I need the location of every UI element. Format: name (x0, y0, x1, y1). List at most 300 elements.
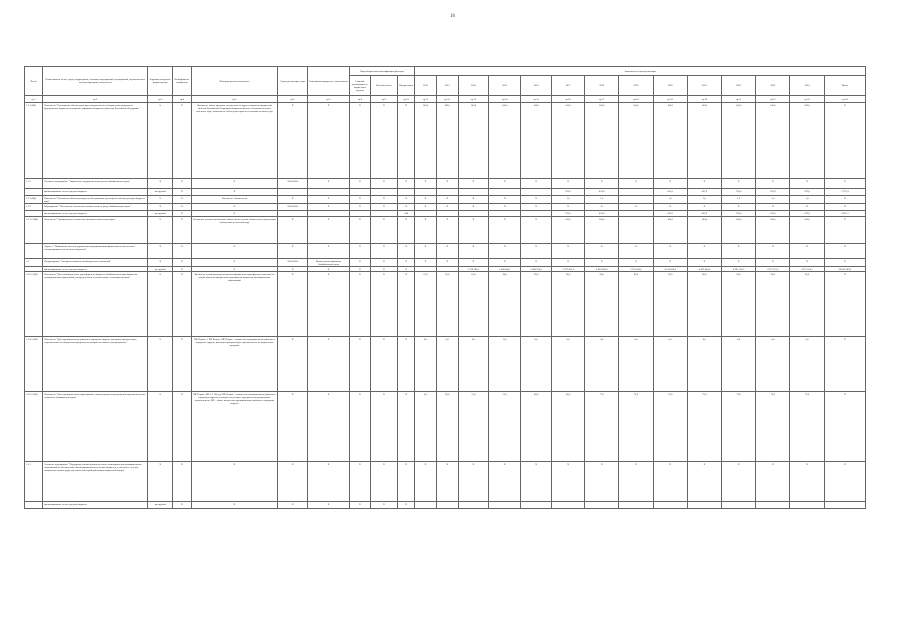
table-cell: X (398, 502, 415, 509)
header-bc-cs: Целевая статья (370, 76, 397, 96)
table-cell: X (370, 244, 397, 259)
table-cell: 4 907,3 (824, 211, 865, 217)
col-number: гр.17 (585, 96, 619, 103)
table-cell: X (370, 392, 397, 462)
table-cell: 90,0 (552, 272, 585, 337)
program-table (24, 66, 866, 509)
table-cell: X (687, 179, 721, 189)
table-cell (619, 502, 653, 509)
table-cell: X (722, 204, 756, 211)
table-cell (489, 189, 521, 196)
table-cell: 73,0 (458, 392, 489, 462)
table-cell: 0,0 (489, 337, 521, 392)
table-cell: X (458, 217, 489, 244)
col-number: гр.22 (756, 96, 790, 103)
table-cell: X (521, 462, 552, 502)
table-cell: 822,9 (687, 211, 721, 217)
table-cell: 90,0 (653, 272, 687, 337)
table-cell: 1,0 (653, 196, 687, 204)
header-year: 2013 (436, 76, 458, 96)
table-cell: 79,0 (687, 392, 721, 462)
table-cell: 79,0 (619, 392, 653, 462)
row-name-cell: Показатель "Доля муниципальных образований с низким уровнем кредиторской задолженности по социально значимым расходам" (43, 392, 148, 462)
table-cell: X (278, 267, 308, 272)
table-cell: 2 797,4 (824, 189, 865, 196)
table-cell: X (824, 244, 865, 259)
table-cell: X (824, 259, 865, 267)
header-executor: Главный распорядитель / исполнитель (307, 67, 349, 96)
table-cell: 90,0 (756, 272, 790, 337)
table-cell: X (398, 204, 415, 211)
table-cell: X (398, 462, 415, 502)
row-number-cell: 1.3.0.1 (Ц5) (25, 272, 43, 337)
table-cell (415, 502, 437, 509)
table-cell: X (824, 204, 865, 211)
table-cell: 100,0 (436, 103, 458, 179)
table-cell: 0,0 (458, 337, 489, 392)
header-year: 2022 (722, 76, 756, 96)
table-cell: X (619, 244, 653, 259)
table-cell: X (307, 196, 349, 204)
header-year: 2021 (687, 76, 721, 96)
table-cell: 80,0 (552, 392, 585, 462)
table-cell (307, 189, 349, 196)
row-number-cell (25, 244, 43, 259)
table-cell: 90,0 (489, 272, 521, 337)
row-name-cell: финансирование за счет средств бюджета (43, 211, 148, 217)
table-cell: X (278, 462, 308, 502)
table-cell: X (653, 259, 687, 267)
table-cell: X (415, 462, 437, 502)
row-name-cell: финансирование за счет средств бюджета (43, 189, 148, 196)
table-cell: X (458, 244, 489, 259)
table-cell: МР Первое: 1 МР Второе; МР Первое – количество муниципальных районов и городских округов, имеющих просроченную задолженность по бюджетным кредитам (191, 337, 278, 392)
table-cell: X (521, 217, 552, 244)
table-row (25, 392, 866, 462)
table-cell: X (824, 272, 865, 337)
table-cell: X (458, 259, 489, 267)
table-cell: 100,0 (585, 103, 619, 179)
table-cell: % (148, 272, 173, 337)
table-cell: X (398, 337, 415, 392)
table-cell: X (824, 337, 865, 392)
table-cell: X (824, 217, 865, 244)
table-cell: X (173, 392, 191, 462)
table-cell: X (148, 244, 173, 259)
table-cell: 0,0 (790, 337, 824, 392)
table-cell: X (307, 179, 349, 189)
table-cell: X (191, 204, 278, 211)
table-cell: X (307, 462, 349, 502)
table-cell: 1,0 (790, 196, 824, 204)
table-cell: X (722, 244, 756, 259)
table-cell: X (458, 204, 489, 211)
header-num: № п/п (25, 67, 43, 96)
row-name-cell: Показатель "Доля муниципальных районов и городских округов, имеющих просроченную задолженность по бюджетным кредитам, по которым на начало года просрочено" (43, 337, 148, 392)
table-cell: X (458, 196, 489, 204)
table-cell: X (585, 179, 619, 189)
table-row (25, 502, 866, 509)
table-cell: Числитель: сумма распределенных межбюджетных трансфертов; знаменатель: общий объем межбюджетных трансфертов бюджетам муниципальных образований (191, 272, 278, 337)
table-cell: X (173, 337, 191, 392)
table-cell: X (191, 179, 278, 189)
table-cell: X (278, 196, 308, 204)
table-cell: 1,0 (585, 196, 619, 204)
row-name-cell: Мероприятие "Обеспечение исполнения обязательств по долгу Забайкальского края" (43, 204, 148, 211)
table-cell: 2 379 433,4 (552, 267, 585, 272)
table-cell: 60,0 (436, 392, 458, 462)
table-cell: X (350, 179, 371, 189)
table-cell: 2 468 070,0 (521, 267, 552, 272)
table-cell: X (653, 179, 687, 189)
row-name-cell: финансирование за счет средств бюджета (43, 267, 148, 272)
table-cell: 4 771 011,5 (756, 267, 790, 272)
row-number-cell: 1.3 (25, 259, 43, 267)
table-cell: X (585, 204, 619, 211)
table-cell: X (790, 204, 824, 211)
row-number-cell: 1.3.0.3 (Ц5) (25, 392, 43, 462)
row-name-cell: Основное мероприятие "Поддержка усилий органов местного самоуправления муниципальных образований по обеспечению сбалансированности местных бюджетов, в том числе с учетом повышения оплаты труда отдельных категорий работников бюджетной сферы" (43, 462, 148, 502)
table-cell: X (398, 196, 415, 204)
table-row (25, 103, 866, 179)
table-cell: X (415, 204, 437, 211)
table-cell: 0,0 (619, 337, 653, 392)
table-cell: X (173, 267, 191, 272)
row-number-cell: 1.2.3 (25, 204, 43, 211)
col-number: гр.7 (307, 96, 349, 103)
table-cell: 90,0 (790, 272, 824, 337)
table-cell: X (307, 392, 349, 462)
table-cell: X (521, 259, 552, 267)
table-cell: X (173, 204, 191, 211)
row-number-cell: 1.2.2 (Ц4) (25, 196, 43, 204)
col-number: гр.12 (436, 96, 458, 103)
table-cell: X (173, 272, 191, 337)
table-cell: X (790, 259, 824, 267)
table-cell: X (521, 196, 552, 204)
table-cell: X (278, 392, 308, 462)
table-cell: 100,0 (687, 217, 721, 244)
table-cell: X (552, 462, 585, 502)
table-cell: 822,9 (687, 189, 721, 196)
table-cell: 2014-2024 (278, 179, 308, 189)
header-values-title: Значения по годам реализации (415, 67, 866, 76)
table-row (25, 337, 866, 392)
table-cell: X (370, 502, 397, 509)
table-cell: X (278, 103, 308, 179)
table-cell: 679,8 (756, 211, 790, 217)
table-cell: 679,8 (756, 189, 790, 196)
table-cell: X (619, 259, 653, 267)
col-number: гр.8 (350, 96, 371, 103)
table-cell: X (436, 244, 458, 259)
table-cell: X (436, 204, 458, 211)
table-cell: 679,8 (790, 189, 824, 196)
col-number: гр.1 (25, 96, 43, 103)
header-year: 2024 (790, 76, 824, 96)
table-cell: Министерство финансов Забайкальского края (307, 259, 349, 267)
table-cell: 79,0 (653, 392, 687, 462)
row-number-cell: 1.3.1 (25, 462, 43, 502)
row-number-cell: 1.2.2 (25, 179, 43, 189)
table-cell: X (619, 204, 653, 211)
col-number: гр.5 (191, 96, 278, 103)
table-cell: 0,0 (521, 337, 552, 392)
col-number: гр.10 (398, 96, 415, 103)
table-cell: 0,0 (585, 337, 619, 392)
table-cell: 90,0 (687, 272, 721, 337)
table-cell: 100,0 (790, 103, 824, 179)
table-cell: X (824, 196, 865, 204)
table-cell: X (521, 204, 552, 211)
table-cell (756, 502, 790, 509)
table-cell: 4 991 160,3 (722, 267, 756, 272)
header-year: 2017 (552, 76, 585, 96)
table-cell: 100,0 (552, 103, 585, 179)
table-cell: X (756, 259, 790, 267)
table-body (25, 96, 866, 509)
table-cell (653, 502, 687, 509)
table-cell: 100,0 (653, 103, 687, 179)
table-cell (436, 189, 458, 196)
table-cell (370, 189, 397, 196)
table-cell (415, 189, 437, 196)
header-final: Итого (824, 76, 865, 96)
table-cell: X (489, 217, 521, 244)
table-cell: X (687, 259, 721, 267)
table-cell: X (824, 462, 865, 502)
table-cell: X (278, 217, 308, 244)
table-cell: X (370, 259, 397, 267)
table-cell: X (756, 204, 790, 211)
table-cell: X (585, 259, 619, 267)
header-bc-vr: Вид расходов (398, 76, 415, 96)
table-cell: 3 716 854,6 (619, 267, 653, 272)
table-cell: X (350, 392, 371, 462)
table-cell: % (148, 196, 173, 204)
table-cell (552, 502, 585, 509)
table-cell: X (307, 267, 349, 272)
table-row (25, 189, 866, 196)
table-cell: 79,0 (722, 392, 756, 462)
table-cell: 80,0 (521, 392, 552, 462)
table-cell: X (173, 462, 191, 502)
table-cell: тыс.рублей (148, 211, 173, 217)
table-cell: X (370, 272, 397, 337)
table-cell: X (489, 259, 521, 267)
table-cell: X (148, 259, 173, 267)
table-cell: 0,0 (722, 337, 756, 392)
table-cell: X (824, 179, 865, 189)
table-cell (619, 217, 653, 244)
col-number: гр.23 (790, 96, 824, 103)
row-name-cell: Основное мероприятие "Управление государственным долгом Забайкальского края" (43, 179, 148, 189)
col-number: гр.18 (619, 96, 653, 103)
table-cell (687, 502, 721, 509)
table-cell: X (370, 267, 397, 272)
table-cell: X (756, 462, 790, 502)
col-number: гр.6 (278, 96, 308, 103)
row-name-cell: Подпрограмма "Совершенствование межбюджетных отношений" (43, 259, 148, 267)
table-cell (458, 502, 489, 509)
table-cell: X (436, 217, 458, 244)
table-cell (619, 189, 653, 196)
table-cell: X (278, 272, 308, 337)
table-cell: X (191, 502, 278, 509)
table-cell: X (687, 204, 721, 211)
table-cell: X (756, 244, 790, 259)
table-cell: X (415, 179, 437, 189)
table-cell: X (398, 392, 415, 462)
table-cell: X (350, 204, 371, 211)
table-cell: 75,0 (489, 392, 521, 462)
table-cell: X (436, 259, 458, 267)
table-cell: 1,0 (687, 196, 721, 204)
table-cell: X (350, 244, 371, 259)
table-cell: 97,0 (415, 272, 437, 337)
table-cell (278, 189, 308, 196)
col-number: гр.24 (824, 96, 865, 103)
table-cell: 79,0 (756, 392, 790, 462)
table-cell: X (278, 244, 308, 259)
table-cell (489, 502, 521, 509)
header-year: 2020 (653, 76, 687, 96)
table-cell: X (307, 244, 349, 259)
col-number: гр.2 (43, 96, 148, 103)
col-number: гр.21 (722, 96, 756, 103)
table-cell: X (370, 337, 397, 392)
table-cell: 100,0 (653, 217, 687, 244)
table-cell: 4 497 400,0 (687, 267, 721, 272)
table-cell: X (398, 217, 415, 244)
row-name-cell: Показатель "Уменьшение объема долга края, выраженного по бюджетным кредитам из федерального бюджета на покрытие дефицитов бюджетов субъектов Российской Федерации" (43, 103, 148, 179)
table-cell: X (790, 462, 824, 502)
table-cell: X (191, 462, 278, 502)
table-cell (790, 502, 824, 509)
table-cell: Числитель / Знаменатель (191, 196, 278, 204)
header-method: Методика расчёта показателя (191, 67, 278, 96)
table-cell: X (370, 196, 397, 204)
table-cell: X (415, 259, 437, 267)
table-cell: X (148, 179, 173, 189)
col-number: гр.13 (458, 96, 489, 103)
header-coef: Коэф-фициент значимости (173, 67, 191, 96)
table-cell: X (436, 179, 458, 189)
table-cell: 100,0 (585, 217, 619, 244)
table-cell: X (191, 189, 278, 196)
table-cell: X (722, 179, 756, 189)
table-header (25, 67, 866, 96)
table-cell: X (415, 244, 437, 259)
table-cell: X (350, 259, 371, 267)
table-cell: X (370, 217, 397, 244)
table-cell: X (489, 179, 521, 189)
table-cell: X (458, 462, 489, 502)
table-cell: X (552, 259, 585, 267)
table-cell: X (415, 217, 437, 244)
table-row (25, 179, 866, 189)
table-cell: X (687, 462, 721, 502)
table-cell: X (521, 179, 552, 189)
table-cell: X (489, 462, 521, 502)
col-number: гр.14 (489, 96, 521, 103)
table-cell: 2 048 404,7 (489, 267, 521, 272)
col-number: гр.16 (552, 96, 585, 103)
table-cell: X (552, 244, 585, 259)
header-period: Сроки реализации, годы (278, 67, 308, 96)
header-bc-grbs: Главный распорядитель бюджетных средств (350, 76, 371, 96)
table-cell: X (350, 272, 371, 337)
table-cell: МР Первое: МР 1/1 100; где МР Первое – количество муниципальных районов и городских округов, в которых отсутствует просроченная кредиторская задолженность, МР – общее количество муниципальных районов и городских округов (191, 392, 278, 462)
table-cell: 874,9 (585, 211, 619, 217)
table-cell: % (148, 392, 173, 462)
table-cell: 100,0 (687, 103, 721, 179)
table-cell: 4 154 098,4 (653, 267, 687, 272)
table-cell: 90,0 (619, 272, 653, 337)
col-number: гр.9 (370, 96, 397, 103)
table-cell: 100,0 (458, 103, 489, 179)
table-cell: X (148, 204, 173, 211)
table-cell: X (489, 244, 521, 259)
table-cell: 79,0 (790, 392, 824, 462)
col-number: гр.11 (415, 96, 437, 103)
table-cell: % (148, 337, 173, 392)
table-cell: X (653, 462, 687, 502)
table-cell: X (173, 259, 191, 267)
table-cell: X (173, 217, 191, 244)
table-cell: 100,0 (489, 103, 521, 179)
table-cell: 0,0 (436, 337, 458, 392)
table-row (25, 196, 866, 204)
table-cell: X (173, 502, 191, 509)
table-cell: X (350, 337, 371, 392)
table-cell: X (756, 179, 790, 189)
table-cell: X (619, 462, 653, 502)
table-cell: X (436, 462, 458, 502)
table-cell: 38 603 006,6 (824, 267, 865, 272)
table-cell: X (722, 462, 756, 502)
table-cell: X (398, 259, 415, 267)
table-cell: X (173, 211, 191, 217)
table-cell: 4 609 686,0 (585, 267, 619, 272)
table-cell: 100,0 (790, 217, 824, 244)
table-cell (458, 189, 489, 196)
table-cell: X (398, 272, 415, 337)
row-name-cell: Задача 3. "Повышение качества управления муниципальными финансами и обеспечение сбалансированности местных бюджетов" (43, 244, 148, 259)
row-name-cell: Показатель "Своевременное исполнение долговых обязательств края" (43, 217, 148, 244)
table-cell: 100,0 (722, 103, 756, 179)
table-cell: X (278, 337, 308, 392)
table-cell: X (350, 217, 371, 244)
table-cell (436, 502, 458, 509)
header-budget-class: Коды бюджетной классификации расходов (350, 67, 415, 76)
table-cell: X (191, 211, 278, 217)
header-year: 2015 (489, 76, 521, 96)
table-cell: X (398, 244, 415, 259)
table-cell: 100,0 (552, 217, 585, 244)
table-cell: 100,0 (619, 103, 653, 179)
header-year: 2018 (585, 76, 619, 96)
col-number: гр.15 (521, 96, 552, 103)
table-cell: X (350, 267, 371, 272)
header-name: Наименование целей, задач, подпрограмм, основных мероприятий, мероприятий, ведомственных целевых программ, показателей (43, 67, 148, 96)
table-cell: 1,0 (756, 196, 790, 204)
table-cell: 96,0 (521, 272, 552, 337)
table-cell: 100,0 (756, 103, 790, 179)
row-number-cell (25, 189, 43, 196)
table-cell (619, 196, 653, 204)
table-cell (585, 502, 619, 509)
